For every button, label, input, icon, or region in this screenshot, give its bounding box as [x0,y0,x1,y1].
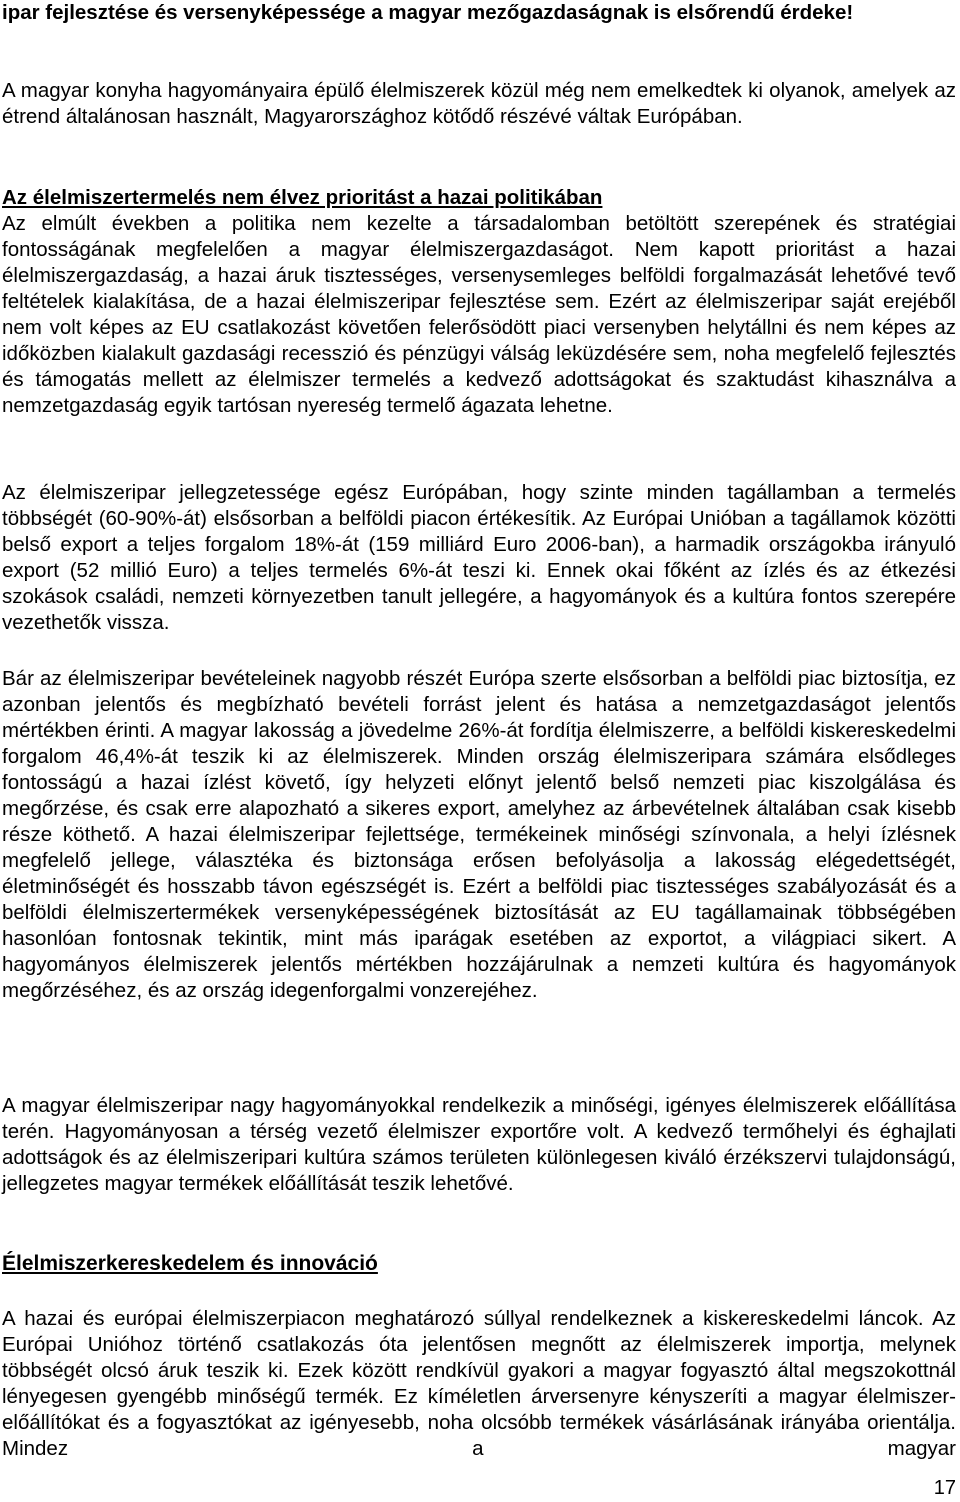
paragraph-politics: Az elmúlt években a politika nem kezelte a társadalomban betöltött szerepének és stratégiai fontosságának megfelelően a magyar élelmiszergazdaságot. Nem kapott prioritást a hazai élelmiszergazdaság, a hazai áruk tisztességes, versenysemleges belföldi forgalmazását lehetővé tevő feltételek kialakítása, de a hazai élelmiszeripar fejlesztése sem. Ezért az élelmiszeripar saját erejéből nem volt képes az EU csatlakozást követően felerősödött piaci versenyben helytállni és nem képes az időközben kialakult gazdasági recesszió és pénzügyi válság leküzdésére sem, noha megfelelő fejlesztés és támogatás mellett az élelmiszer termelés a kedvező adottságokat és szaktudást kihasználva a nemzetgazdaság egyik tartósan nyereség termelő ágazata lehetne. [2,212,956,417]
paragraph-tradition: A magyar élelmiszeripar nagy hagyományokkal rendelkezik a minőségi, igényes élelmiszerek előállítása terén. Hagyományosan a térség vezető élelmiszer exportőre volt. A kedvező termőhelyi és éghajlati adottságok és az élelmiszeripari kultúra számos területen különlegesen kiváló érzékszervi tulajdonságú, jellegzetes magyar termékek előállítását teszik lehetővé. [2,1094,956,1195]
intro-paragraph: A magyar konyha hagyományaira épülő élelmiszerek közül még nem emelkedtek ki olyanok, amelyek az étrend általánosan használt, Magyarországhoz kötődő részévé váltak Európában. [2,79,956,128]
paragraph-export: Az élelmiszeripar jellegzetessége egész Európában, hogy szinte minden tagállamban a termelés többségét (60-90%-át) elsősorban a belföldi piacon értékesítik. Az Európai Unióban a tagállamok közötti belső export a teljes forgalom 18%-át (159 milliárd Euro 2006-ban), a harmadik országokba irányuló export (52 millió Euro) a teljes termelés 6%-át teszi ki. Ennek okai főként az ízlés és az étkezési szokások családi, nemzeti környezetben tanult jellegére, a hagyományok és a kultúra fontos szerepére vezethetők vissza. [2,481,956,634]
paragraph-domestic-market: Bár az élelmiszeripar bevételeinek nagyobb részét Európa szerte elsősorban a belföldi piac biztosítja, ez azonban jelentős és megbízható bevételi forrást jelent és hatása a nemzetgazdaságot jelentős mértékben érinti. A magyar lakosság a jövedelme 26%-át fordítja élelmiszerre, a belföldi kiskereskedelmi forgalom 46,4%-át teszik ki az élelmiszerek. Minden ország élelmiszeripara számára elsődleges fontosságú a hazai ízlést követő, így helyzeti előnyt jelentő belső nemzeti piac kiszolgálása és megőrzése, és csak erre alapozható a sikeres export, amelyhez az árbevételnek általában csak kisebb része köthető. A hazai élelmiszeripar fejlettsége, termékeinek minőségi színvonala, a helyi ízlésnek megfelelő jellege, választéka és biztonsága erősen befolyásolja a lakosság elégedettségét, életminőségét és hosszabb távon egészségét is. Ezért a belföldi piac tisztességes szabályozását és a belföldi élelmiszertermékek versenyképességének biztosítását az EU tagállamainak többségében hasonlóan fontosnak tekintik, mint más iparágak esetében az exportot, a világpiaci sikert. A hagyományos élelmiszerek jelentős mértékben hozzájárulnak a nemzeti kultúra és hagyományok megőrzéséhez, és az ország idegenforgalmi vonzerejéhez. [2,667,956,1002]
intro-bold-line: ipar fejlesztése és versenyképessége a magyar mezőgazdaságnak is elsőrendű érdeke! [2,1,854,24]
section-heading-politics: Az élelmiszertermelés nem élvez prioritást a hazai politikában [2,186,603,209]
section-heading-trade: Élelmiszerkereskedelem és innováció [2,1252,378,1275]
paragraph-trade: A hazai és európai élelmiszerpiacon meghatározó súllyal rendelkeznek a kiskereskedelmi láncok. Az Európai Unióhoz történő csatlakozás óta jelentősen megnőtt az élelmiszerek importja, melynek többségét olcsó áruk teszik ki. Ezek között rendkívül gyakori a magyar fogyasztó által megszokottnál lényegesen gyengébb minőségű termék. Ez kíméletlen árversenyre kényszeríti a magyar élelmiszer-előállítókat és a fogyasztókat az igényesebb, noha olcsóbb termékek vásárlásának irányába orientálja. Mindez a magyar [2,1307,956,1460]
page-number: 17 [933,1477,956,1499]
